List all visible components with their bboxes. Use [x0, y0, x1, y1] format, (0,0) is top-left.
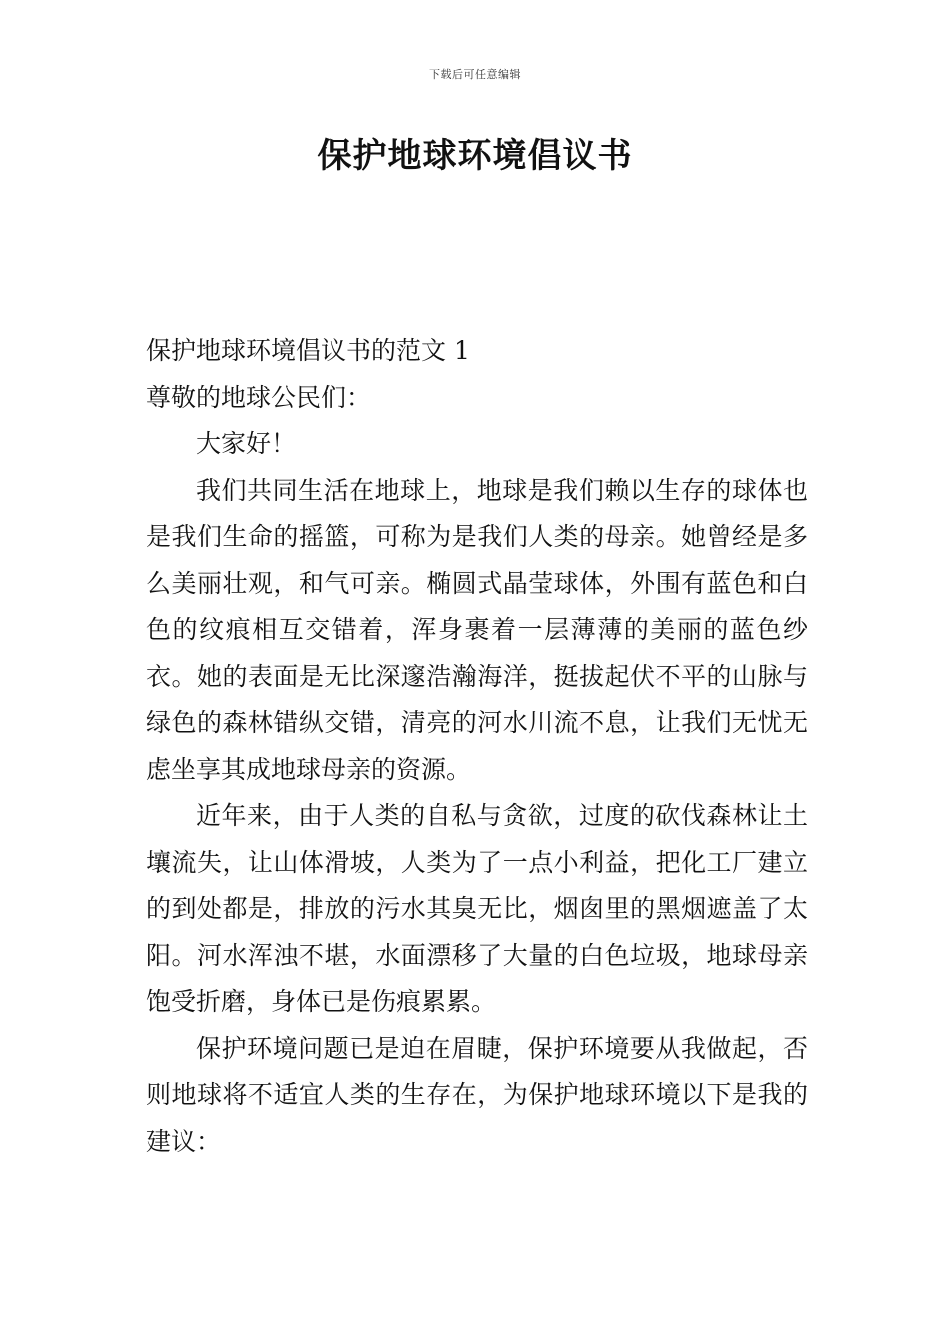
document-title: 保护地球环境倡议书	[317, 136, 633, 176]
body-paragraph: 我们共同生活在地球上，地球是我们赖以生存的球体也是我们生命的摇篮，可称为是我们人类的母亲。她曾经是多么美丽壮观，和气可亲。椭圆式晶莹球体，外围有蓝色和白色的纹痕相互交错着，浑身裹着一层薄薄的美丽的蓝色纱衣。她的表面是无比深邃浩瀚海洋，挺拔起伏不平的山脉与绿色的森林错纵交错，清亮的河水川流不息，让我们无忧无虑坐享其成地球母亲的资源。	[146, 475, 808, 784]
greeting: 大家好！	[196, 429, 297, 458]
body-paragraph: 保护环境问题已是迫在眉睫，保护环境要从我做起，否则地球将不适宜人类的生存在，为保护地球环境以下是我的建议：	[146, 1033, 808, 1156]
body-paragraph: 近年来，由于人类的自私与贪欲，过度的砍伐森林让土壤流失，让山体滑坡，人类为了一点小利益，把化工厂建立的到处都是，排放的污水其臭无比，烟囱里的黑烟遮盖了太阳。河水浑浊不堪，水面漂移了大量的白色垃圾，地球母亲饱受折磨，身体已是伤痕累累。	[146, 801, 808, 1016]
header-note: 下载后可任意编辑	[429, 68, 521, 81]
document-body	[146, 328, 808, 1165]
subtitle: 保护地球环境倡议书的范文 1	[146, 336, 470, 365]
salutation: 尊敬的地球公民们：	[146, 382, 372, 412]
